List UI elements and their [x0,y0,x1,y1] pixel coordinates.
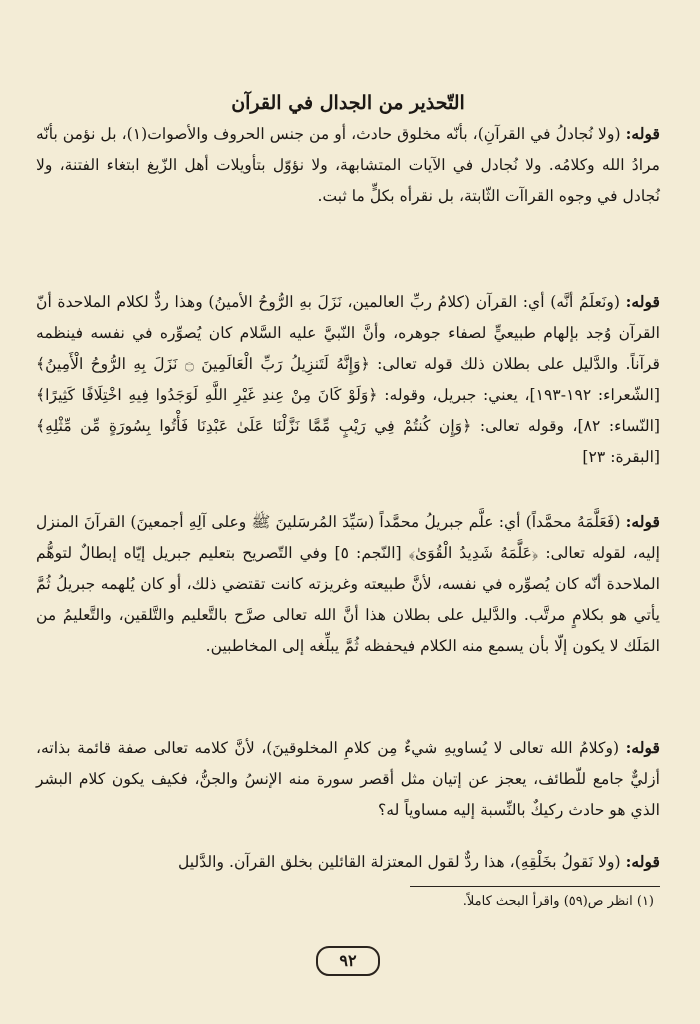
paragraph-label: قوله: [625,852,660,871]
book-page [36,0,660,1024]
paragraph-label: قوله: [625,512,660,531]
page-number: ٩٢ [316,946,380,976]
paragraph-text: (ولا نُجادلُ في القرآنِ)، بأنّه مخلوق حادث، أو من جنس الحروف والأصوات(١)، بل نؤمن بأنّه مرادُ الله وكلامُه. ولا نُجادل في الآيات المتشابهة، ولا نؤوّل بتأويلات أهل الزّيغ ابتغاء الفتنة، ولا نُجادل في وجوه القراآت الثّابتة، بل نقرأه بكلٍّ ما ثبت. [36,125,660,205]
paragraph-label: قوله: [625,292,660,311]
paragraph-text: (ونَعلَمُ أنَّه) أي: القرآن (كلامُ ربِّ العالمين، نَزَلَ بهِ الرُّوحُ الأمينُ) وهذا ردٌّ لكلام الملاحدة أنّ القرآن وُجد بإلهام طبيعيٍّ لصفاء جوهره، وأنَّ النّبيَّ عليه السَّلام كان يُصوِّره في نفسه فينظمه قرآناً. والدَّليل على بطلان ذلك قوله تعالى: ﴿وَإِنَّهُ لَتَنزِيلُ رَبِّ الْعَالَمِينَ ۝ نَزَلَ بِهِ الرُّوحُ الْأَمِينُ﴾ [الشّعراء: ١٩٢-١٩٣]، يعني: جبريل، وقوله: ﴿وَلَوْ كَانَ مِنْ عِندِ غَيْرِ اللَّهِ لَوَجَدُوا فِيهِ اخْتِلَافًا كَثِيرًا﴾ [النّساء: ٨٢]، وقوله تعالى: ﴿وَإِن كُنتُمْ فِي رَيْبٍ مِّمَّا نَزَّلْنَا عَلَىٰ عَبْدِنَا فَأْتُوا بِسُورَةٍ مِّن مِّثْلِهِ﴾ [البقرة: ٢٣] [36,293,661,466]
paragraph-text: (فَعَلَّمَهُ محمَّداً) أي: علَّم جبريلُ محمَّداً (سَيِّدَ المُرسَلينَ ﷺ وعلى آلِهِ أجمعينَ) القرآنَ المنزل إليه، لقوله تعالى: ﴿عَلَّمَهُ شَدِيدُ الْقُوَىٰ﴾ [النّجم: ٥] وفي التّصريح بتعليم جبريل إيّاه إبطالٌ لتوهُّم الملاحدة أنّه كان يُصوِّره في نفسه، لأنَّ طبيعته وغريزته كانت تقتضي ذلك، أو كان يُلهمه جبريلُ ثُمَّ يأتي هو بكلامٍ مرتَّب. والدَّليل على بطلان هذا أنَّ الله تعالى صرَّح بالتَّعليم والتَّلقين، والتَّعليمُ من المَلَك لا يكون إلّا بأن يسمع منه الكلام فيحفظه ثُمَّ يبلِّغه إلى المخاطبين. [36,513,660,655]
paragraph-text: (وكلامُ الله تعالى لا يُساويهِ شيءٌ مِن كلامِ المخلوقينَ)، لأنَّ كلامه تعالى صفة قائمة بذاته، أزليٌّ جامع للّطائف، يعجز عن إتيان مثل أقصر سورة منه الإنسُ والجنُّ، فكيف يكون كلام البشر الذي هو حادث ركيكٌ بالنِّسبة إليه مساوياً له؟ [36,739,660,819]
paragraph-2 [36,286,660,473]
paragraph-5 [36,846,660,878]
paragraph-4 [36,732,660,826]
paragraph-text: (ولا نَقولُ بخَلْقِهِ)، هذا ردٌّ لقول المعتزلة القائلين بخلق القرآن. والدَّليل [177,853,621,871]
footnote-divider [410,886,660,887]
page-title: التّحذير من الجدال في القرآن [231,92,465,114]
footnote: (١) انظر ص(٥٩) واقرأ البحث كاملاً. [462,894,654,909]
paragraph-label: قوله: [625,738,660,757]
paragraph-3 [36,506,660,662]
paragraph-1 [36,118,660,212]
paragraph-label: قوله: [625,124,660,143]
